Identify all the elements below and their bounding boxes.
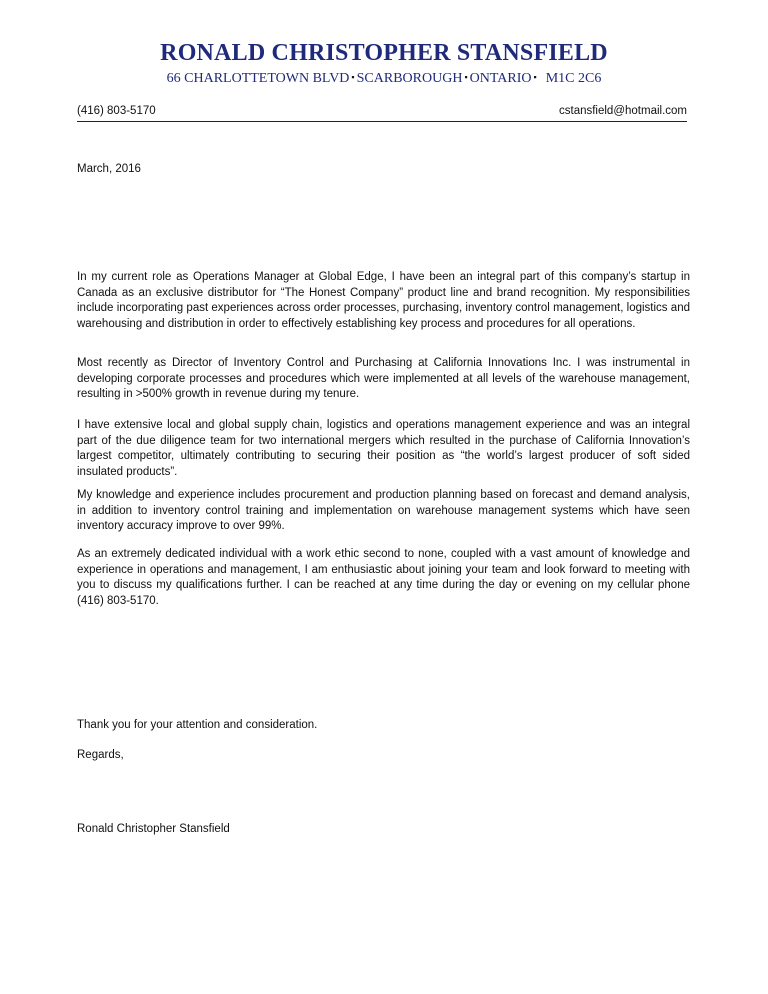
separator-bullet: ▪ [533, 72, 537, 82]
address-line [0, 70, 768, 88]
address-province: ONTARIO [469, 71, 532, 86]
separator-bullet: ▪ [351, 72, 355, 82]
email-address: cstansfield@hotmail.com [559, 105, 687, 117]
address-postal-code: M1C 2C6 [545, 71, 602, 86]
body-paragraph-2: Most recently as Director of Inventory Control and Purchasing at California Innovations Inc. I was instrumental in developing corporate processes and procedures which were implemented at all levels of the warehouse management, resulting in >500% growth in revenue during my tenure. [77, 357, 690, 401]
separator-bullet: ▪ [464, 72, 468, 82]
body-paragraph-4: My knowledge and experience includes procurement and production planning based on forecast and demand analysis, in addition to inventory control training and implementation on warehouse management systems which have seen inventory accuracy improve to over 99%. [77, 489, 690, 533]
body-paragraph-1: In my current role as Operations Manager at Global Edge, I have been an integral part of this company’s startup in Canada as an exclusive distributor for “The Honest Company” product line and brand recognition. My responsibilities include incorporating past experiences across order processes, purchasing, inventory control management, logistics and warehousing and distribution in order to effectively establishing key process and procedures for all operations. [77, 271, 690, 330]
letter-date: March, 2016 [77, 163, 141, 175]
contact-line [77, 103, 687, 122]
signature-name: Ronald Christopher Stansfield [77, 823, 230, 835]
thanks-line: Thank you for your attention and consideration. [77, 719, 318, 731]
applicant-name: RONALD CHRISTOPHER STANSFIELD [160, 40, 608, 66]
address-street: 66 CHARLOTTETOWN BLVD [166, 71, 350, 86]
body-paragraph-5: As an extremely dedicated individual with a work ethic second to none, coupled with a vast amount of knowledge and experience in operations and management, I am enthusiastic about joining your team and look forward to meeting with you to discuss my qualifications further. I can be reached at any time during the day or evening on my cellular phone (416) 803-5170. [77, 548, 690, 607]
phone-number: (416) 803-5170 [77, 105, 156, 117]
closing-line: Regards, [77, 749, 124, 761]
body-paragraph-3: I have extensive local and global supply chain, logistics and operations management experience and was an integral part of the due diligence team for two international mergers which resulted in the purchase of California Innovation’s largest competitor, ultimately contributing to securing their position as “the world’s largest producer of soft sided insulated products”. [77, 419, 690, 478]
address-city: SCARBOROUGH [356, 71, 463, 86]
